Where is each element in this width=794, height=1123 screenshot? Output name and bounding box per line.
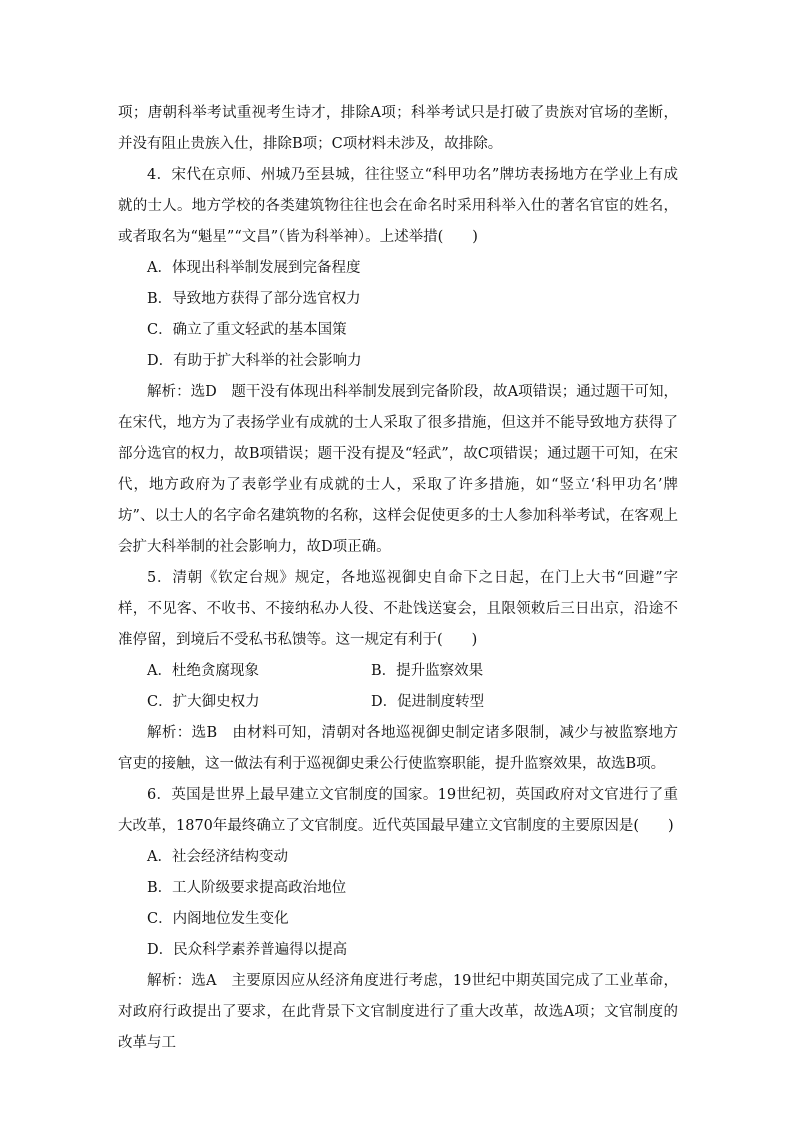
question-5-stem: 5．清朝《钦定台规》规定，各地巡视御史自命下之日起，在门上大书“回避”字样，不见客、不收书、不接纳私办人役、不赴饯送宴会，且限领敕后三日出京，沿途不准停留，到境后不受私书私馈等。这一规定有利于( ) [118,570,678,648]
question-4-option-b: B．导致地方获得了部分选官权力 [147,291,361,307]
question-4-option-c: C．确立了重文轻武的基本国策 [147,322,347,338]
question-5-option-c: C．扩大御史权力 [147,694,260,710]
question-4-analysis: 解析：选D 题干没有体现出科举制发展到完备阶段，故A项错误；通过题干可知，在宋代，地方为了表扬学业有成就的士人采取了很多措施，但这并不能导致地方获得了部分选官的权力，故B项错误；题干没有提及“轻武”，故C项错误；通过题干可知，在宋代，地方政府为了表彰学业有成就的士人，采取了许多措施，如“竖立‘科甲功名’牌坊”、以士人的名字命名建筑物的名称，这样会促使更多的士人参加科举考试，在客观上会扩大科举制的社会影响力，故D项正确。 [118,384,678,555]
question-5-option-a: A．杜绝贪腐现象 [147,663,259,679]
question-6-stem: 6．英国是世界上最早建立文官制度的国家。19世纪初，英国政府对文官进行了重大改革，1870年最终确立了文官制度。近代英国最早建立文官制度的主要原因是( ) [118,787,678,834]
question-6-option-d: D．民众科学素养普遍得以提高 [147,942,348,958]
question-5-analysis: 解析：选B 由材料可知，清朝对各地巡视御史制定诸多限制，减少与被监察地方官吏的接触，这一做法有利于巡视御史秉公行使监察职能，提升监察效果，故选B项。 [118,725,678,772]
question-4-option-a: A．体现出科举制发展到完备程度 [147,260,361,276]
intro-paragraph: 项；唐朝科举考试重视考生诗才，排除A项；科举考试只是打破了贵族对官场的垄断，并没有阻止贵族入仕，排除B项；C项材料未涉及，故排除。 [118,105,678,152]
question-6-option-b: B．工人阶级要求提高政治地位 [147,880,347,896]
question-5-option-b: B．提升监察效果 [371,663,484,679]
question-6-option-a: A．社会经济结构变动 [147,849,288,865]
question-6-analysis: 解析：选A 主要原因应从经济角度进行考虑，19世纪中期英国完成了工业革命，对政府行政提出了要求，在此背景下文官制度进行了重大改革，故选A项；文官制度的改革与工 [118,973,678,1051]
question-6-option-c: C．内阁地位发生变化 [147,911,289,927]
question-4-option-d: D．有助于扩大科举的社会影响力 [147,353,362,369]
question-5-option-d: D．促进制度转型 [371,694,485,710]
question-4-stem: 4．宋代在京师、州城乃至县城，往往竖立“科甲功名”牌坊表扬地方在学业上有成就的士人。地方学校的各类建筑物往往也会在命名时采用科举入仕的著名官宦的姓名，或者取名为“魁星”“文昌”（皆为科举神）。上述举措( ) [118,167,678,245]
